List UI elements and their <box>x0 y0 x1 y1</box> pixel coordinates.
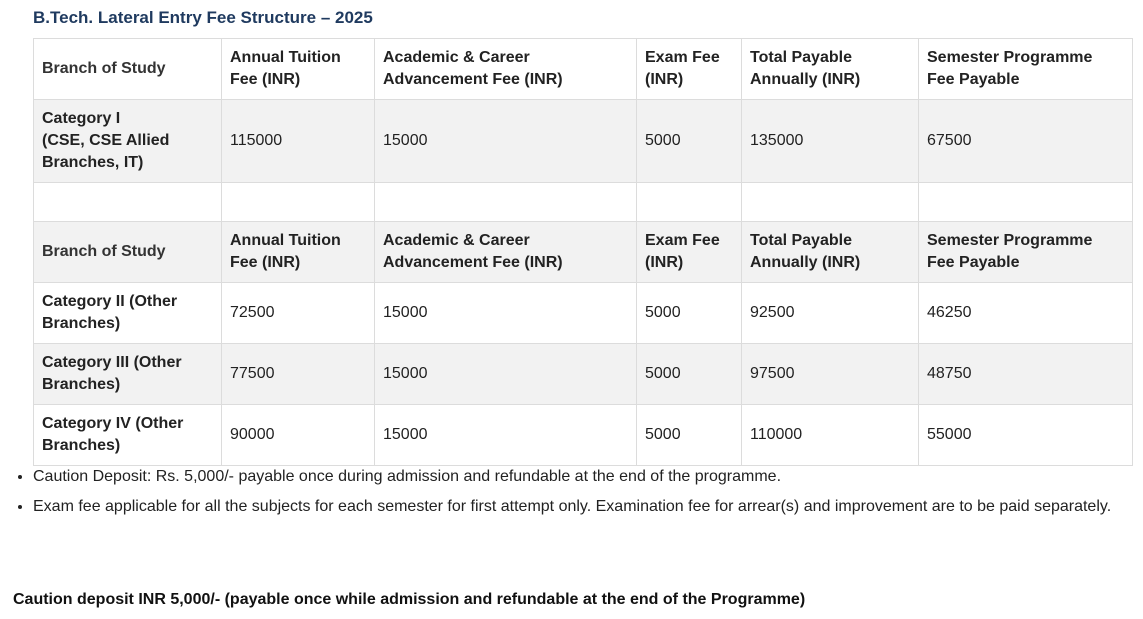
table-row <box>34 405 1133 466</box>
branch-cell <box>34 100 222 183</box>
fee-table <box>33 38 1133 466</box>
header-academic: Academic & Career Advancement Fee (INR) <box>375 39 637 100</box>
branch-line: Category II (Other <box>42 293 178 310</box>
branch-line: (CSE, CSE Allied <box>42 132 170 149</box>
branch-line: Category III (Other <box>42 354 182 371</box>
total-cell: 97500 <box>742 344 919 405</box>
caution-deposit-footer: Caution deposit INR 5,000/- (payable once while admission and refundable at the end of the Programme) <box>13 591 806 608</box>
page-title: B.Tech. Lateral Entry Fee Structure – 2025 <box>33 8 373 27</box>
empty-cell <box>919 183 1133 222</box>
semester-cell: 46250 <box>919 283 1133 344</box>
notes-list <box>0 466 1113 526</box>
header-total: Total Payable Annually (INR) <box>742 222 919 283</box>
empty-cell <box>637 183 742 222</box>
branch-line: Category I <box>42 110 121 127</box>
total-cell: 92500 <box>742 283 919 344</box>
academic-cell: 15000 <box>375 283 637 344</box>
tuition-cell: 115000 <box>222 100 375 183</box>
academic-cell: 15000 <box>375 100 637 183</box>
table-header-row <box>34 39 1133 100</box>
exam-cell: 5000 <box>637 100 742 183</box>
tuition-cell: 72500 <box>222 283 375 344</box>
header-branch: Branch of Study <box>34 39 222 100</box>
academic-cell: 15000 <box>375 344 637 405</box>
empty-cell <box>742 183 919 222</box>
table-row <box>34 344 1133 405</box>
note-exam-fee: • Exam fee applicable for all the subjects for each semester for first attempt only. Examination fee for arrear(s) and improvement are to be paid separately. <box>33 496 1113 518</box>
semester-cell: 55000 <box>919 405 1133 466</box>
branch-cell <box>34 405 222 466</box>
header-tuition: Annual Tuition Fee (INR) <box>222 222 375 283</box>
header-tuition: Annual Tuition Fee (INR) <box>222 39 375 100</box>
header-semester: Semester Programme Fee Payable <box>919 222 1133 283</box>
exam-cell: 5000 <box>637 283 742 344</box>
header-exam: Exam Fee (INR) <box>637 39 742 100</box>
exam-cell: 5000 <box>637 405 742 466</box>
empty-cell <box>222 183 375 222</box>
exam-cell: 5000 <box>637 344 742 405</box>
empty-row <box>34 183 1133 222</box>
tuition-cell: 77500 <box>222 344 375 405</box>
table-header-row <box>34 222 1133 283</box>
empty-cell <box>375 183 637 222</box>
branch-line: Branches) <box>42 376 121 393</box>
tuition-cell: 90000 <box>222 405 375 466</box>
empty-cell <box>34 183 222 222</box>
header-academic: Academic & Career Advancement Fee (INR) <box>375 222 637 283</box>
total-cell: 135000 <box>742 100 919 183</box>
branch-line: Branches, IT) <box>42 154 144 171</box>
semester-cell: 67500 <box>919 100 1133 183</box>
branch-cell <box>34 283 222 344</box>
header-exam: Exam Fee (INR) <box>637 222 742 283</box>
total-cell: 110000 <box>742 405 919 466</box>
header-total: Total Payable Annually (INR) <box>742 39 919 100</box>
table-row <box>34 283 1133 344</box>
table-row <box>34 100 1133 183</box>
header-branch: Branch of Study <box>34 222 222 283</box>
branch-cell <box>34 344 222 405</box>
header-semester: Semester Programme Fee Payable <box>919 39 1133 100</box>
branch-line: Branches) <box>42 437 121 454</box>
branch-line: Branches) <box>42 315 121 332</box>
note-caution-deposit: • Caution Deposit: Rs. 5,000/- payable once during admission and refundable at the end of the programme. <box>33 466 1113 488</box>
academic-cell: 15000 <box>375 405 637 466</box>
semester-cell: 48750 <box>919 344 1133 405</box>
branch-line: Category IV (Other <box>42 415 184 432</box>
